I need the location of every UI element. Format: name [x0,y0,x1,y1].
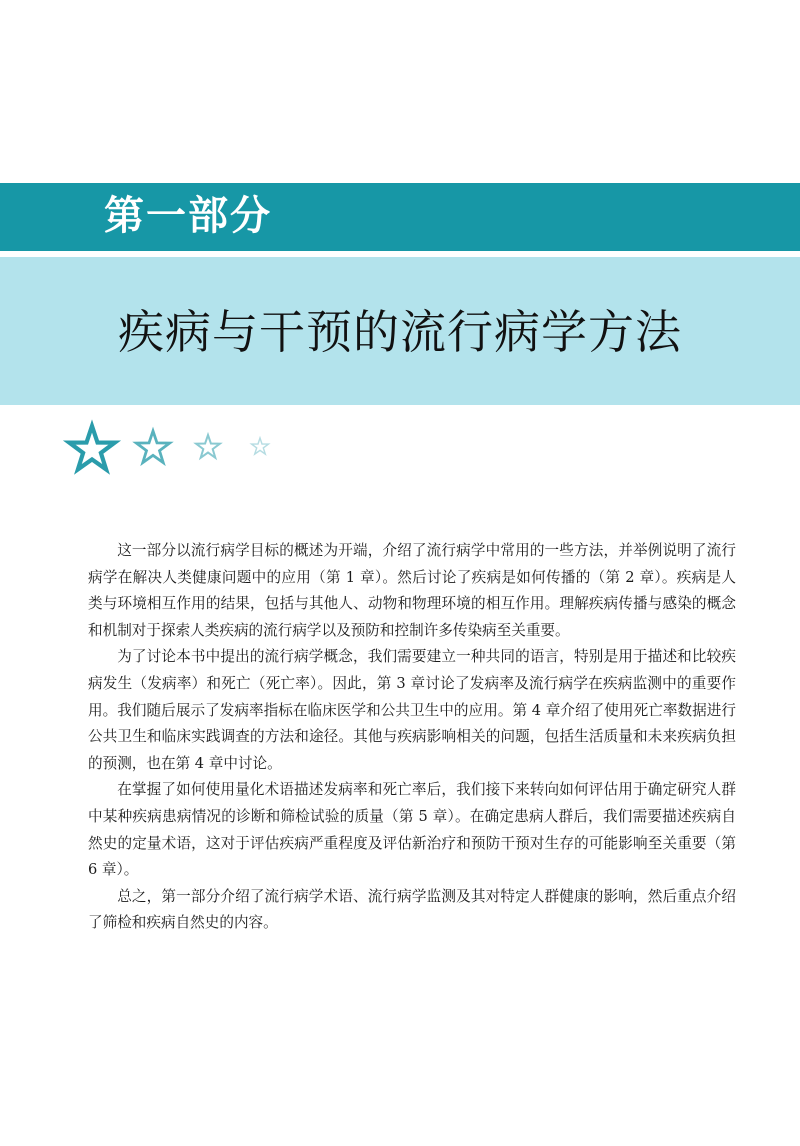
star-outline-icon [196,435,220,458]
part-label: 第一部分 [104,193,272,239]
paragraph: 在掌握了如何使用量化术语描述发病率和死亡率后，我们接下来转向如何评估用于确定研究人群中某种疾病患病情况的诊断和筛检试验的质量（第 5 章）。在确定患病人群后，我们需要描述疾病自然史的定量术语，这对于评估疾病严重程度及评估新治疗和预防干预对生存的可能影响至关重要（第 6 章）。 [88,781,736,879]
star-outline-icon [136,431,169,463]
star-decoration [60,418,300,478]
paragraph: 这一部分以流行病学目标的概述为开端，介绍了流行病学中常用的一些方法，并举例说明了流行病学在解决人类健康问题中的应用（第 1 章）。然后讨论了疾病是如何传播的（第 2 章）。疾病是人类与环境相互作用的结果，包括与其他人、动物和物理环境的相互作用。理解疾病传播与感染的概念和机制对于探索人类疾病的流行病学以及预防和控制许多传染病至关重要。 [88,542,736,639]
paragraph: 总之，第一部分介绍了流行病学术语、流行病学监测及其对特定人群健康的影响，然后重点介绍了筛检和疾病自然史的内容。 [88,887,736,932]
paragraph: 为了讨论本书中提出的流行病学概念，我们需要建立一种共同的语言，特别是用于描述和比较疾病发生（发病率）和死亡（死亡率）。因此，第 3 章讨论了发病率及流行病学在疾病监测中的重要作用。我们随后展示了发病率指标在临床医学和公共卫生中的应用。第 4 章介绍了使用死亡率数据进行公共卫生和临床实践调查的方法和途径。其他与疾病影响相关的问题，包括生活质量和未来疾病负担的预测，也在第 4 章中讨论。 [88,648,736,772]
star-outline-icon [252,438,269,454]
body-text [88,538,736,937]
page-title: 疾病与干预的流行病学方法 [118,305,682,359]
star-outline-icon [69,426,115,469]
